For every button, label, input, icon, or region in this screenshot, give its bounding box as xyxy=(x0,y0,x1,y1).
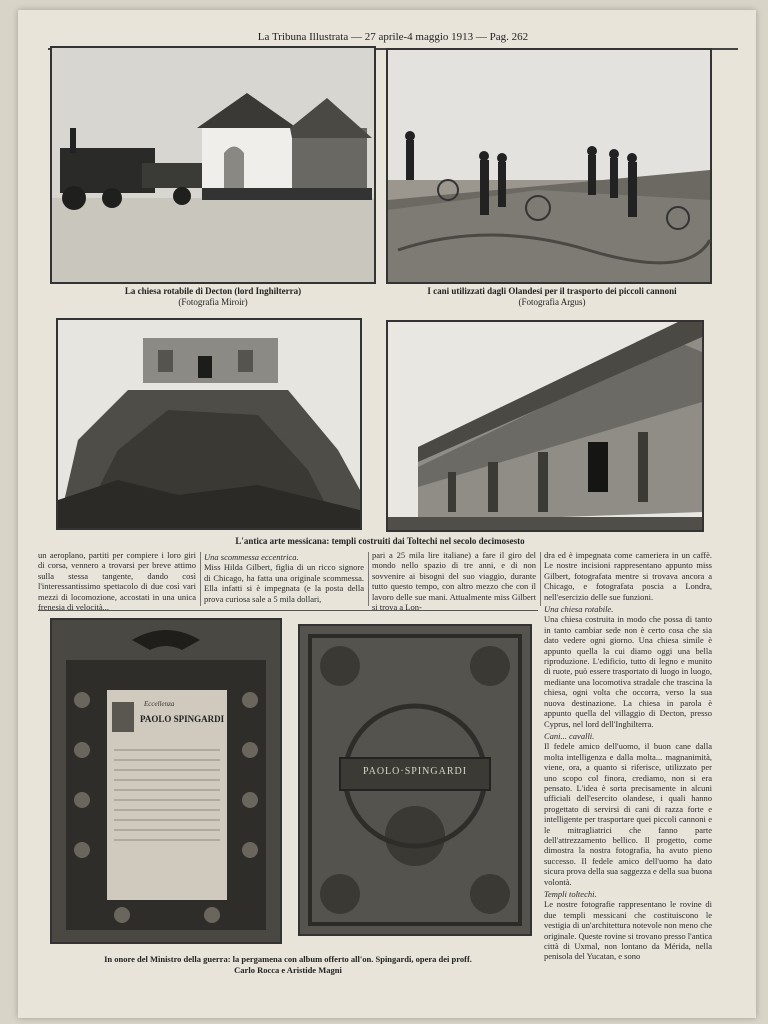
section-title-dogs: Cani... cavalli. xyxy=(544,730,595,741)
caption-temples: L'antica arte messicana: templi costruiti dai Toltechi nel secolo decimosesto xyxy=(235,536,525,546)
page-header: La Tribuna Illustrata — 27 aprile-4 maggio 1913 — Pag. 262 xyxy=(48,28,738,50)
caption-mobile-church-text: La chiesa rotabile di Decton (lord Inghilterra) xyxy=(124,286,302,296)
section-text-church: Una chiesa costruita in modo che possa di tanto in tanto cambiar sede non è certo cosa che sia dato vedere ogni giorno. Una chiesa simile è appunto quella la cui diamo oggi una bella riproduzione. L'edificio, tutto di legno e munito di ruote, può essere trasportato di luogo in luogo, mediante una locomotiva stradale che trascina la chiesa, ogni volta che occorra, verso la sua nuova destinazione. La chiesa in parola è appunto quella del villaggio di Decton, presso Cyprus, nel lord dell'Inghilterra. xyxy=(544,614,712,729)
section-title-temples: Templi toltechi. xyxy=(544,889,597,899)
section-title-church: Una chiesa rotabile. xyxy=(544,604,614,615)
column-2-text: Miss Hilda Gilbert, figlia di un ricco signore di Chicago, ha fatta una originale scommessa. Ella infatti si è impegnata (e la posta della prova curiosa sale a 5 mila dollari, xyxy=(204,562,364,604)
album-left-name: PAOLO SPINGARDI xyxy=(140,714,225,724)
column-2 xyxy=(204,550,364,606)
column-4-text: dra ed è impegnata come cameriera in un caffè. Le nostre incisioni rappresentano appunto miss Gilbert, fotografata mentre si trovava ancora a Chicago, e fotografata poscia a Londra, nell'esercizio delle sue funzioni. xyxy=(544,550,712,602)
column-1-text: un aeroplano, partiti per compiere i loro giri di corsa, vennero a trovarsi per breve attimo sulla stessa tangente, dando così l'interessantissimo spettacolo di due così vari mezzi di locomozione, accostati in una unica frenesia di velocità... xyxy=(38,550,196,613)
caption-mobile-church xyxy=(50,286,376,308)
credit-dutch-dogs: (Fotografia Argus) xyxy=(518,297,586,307)
album-left-heading: Eccellenza xyxy=(144,700,175,708)
section-text-temples: Le nostre fotografie rappresentano le rovine di due templi messicani che costituiscono le vestigia di un'architettura notevole non meno che originale. Queste rovine si trovano presso l'antica città di Uxmal, non lontano da Mérida, nella penisola del Yucatan, e sono xyxy=(544,899,712,962)
album-left-page xyxy=(50,618,282,944)
photo-temple-wall xyxy=(386,320,704,532)
photo-mobile-church xyxy=(50,46,376,284)
album-top-rule xyxy=(38,610,538,611)
photo-dutch-dogs xyxy=(386,48,712,284)
credit-mobile-church: (Fotografia Miroir) xyxy=(178,297,248,307)
caption-album: In onore del Ministro della guerra: la pergamena con album offerto all'on. Spingardi, opera dei proff. Carlo Rocca e Aristide Magni xyxy=(104,954,472,975)
column-4 xyxy=(544,550,712,1010)
column-divider-2 xyxy=(368,552,369,606)
column-3-text: pari a 25 mila lire italiane) a fare il giro del mondo nello spazio di tre anni, e di non sovvenire ai bisogni del suo viaggio, durante tutto questo tempo, con altro mezzo che con il lavoro delle sue mani. Attualmente miss Gilbert si trova a Lon- xyxy=(372,550,536,613)
column-divider-3 xyxy=(540,552,541,606)
column-1 xyxy=(38,550,196,613)
column-divider-1 xyxy=(200,552,201,606)
column-2-title: Una scommessa eccentrica. xyxy=(204,552,299,562)
newspaper-page xyxy=(18,10,756,1018)
photo-temple-ruin xyxy=(56,318,362,530)
column-3 xyxy=(372,550,536,613)
album-right-cover xyxy=(298,624,532,936)
section-text-dogs: Il fedele amico dell'uomo, il buon cane dalla molta intelligenza e dalla molta... magnanimità, viene, ora, a quanto si riferisce, utilizzato per uno scopo col finora, crediamo, non si era pensato. L'idea è sorta precisamente in alcuni ufficiali dell'esercito olandese, i quali hanno progettato di servirsi di cani di razza forte e intelligente per trasportare quei piccoli cannoni e le mitragliatrici che fanno parte dell'attrezzamento bellico. Il progetto, come dimostra la nostra fotografia, ha avuto pieno successo. Il fedele amico dell'uomo ha dato sicura prova della sua saggezza e della sua buona volontà. xyxy=(544,741,712,887)
caption-dutch-dogs xyxy=(384,286,720,308)
caption-dutch-dogs-text: I cani utilizzati dagli Olandesi per il trasporto dei piccoli cannoni xyxy=(427,286,677,296)
album-right-plate: PAOLO·SPINGARDI xyxy=(362,766,468,777)
